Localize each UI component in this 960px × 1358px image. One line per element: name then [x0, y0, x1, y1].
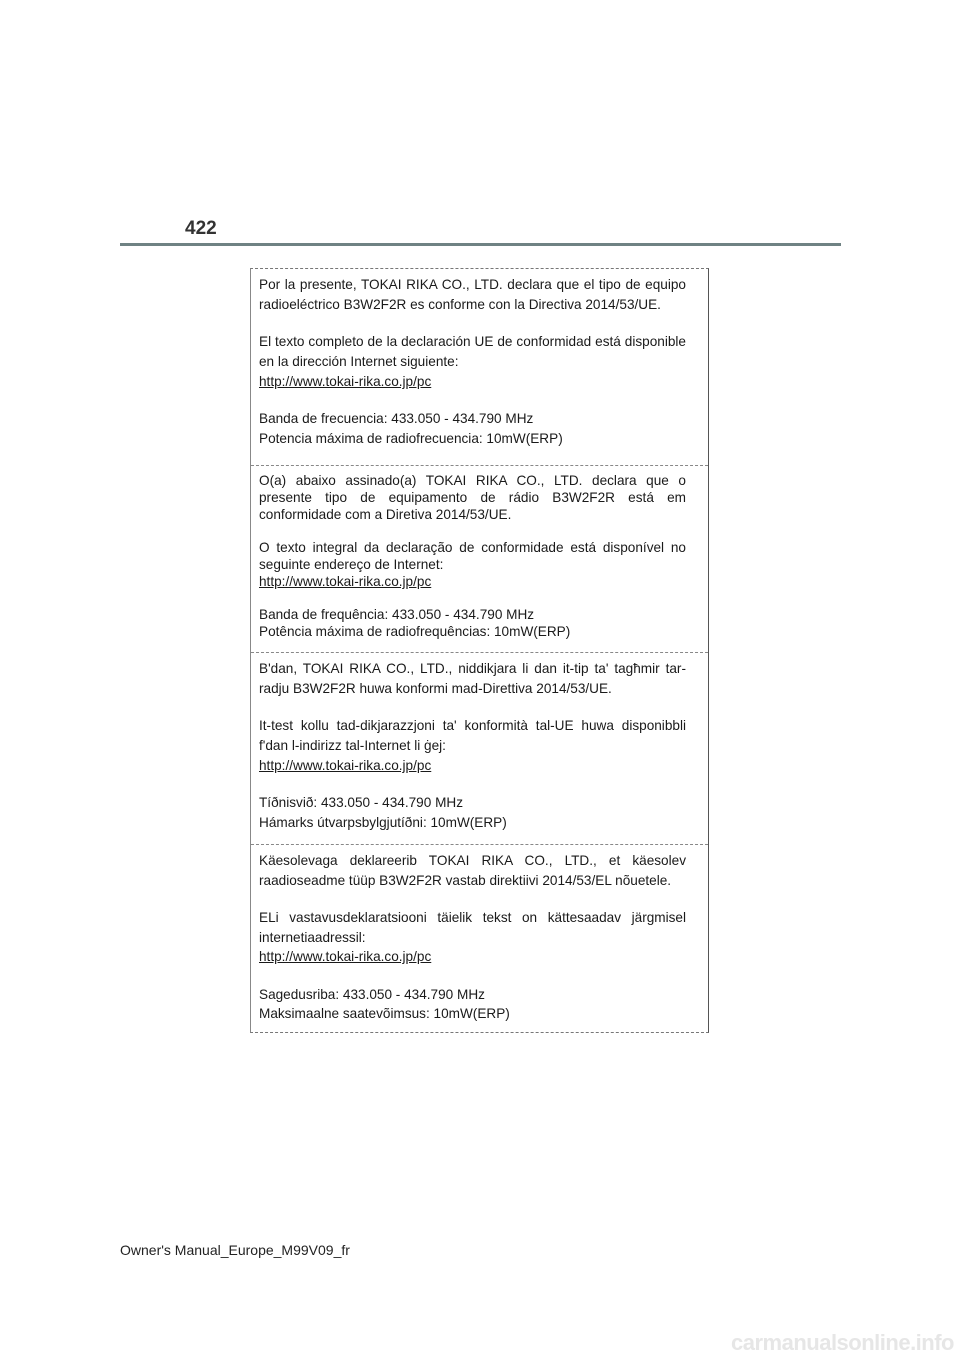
max-power: Hámarks útvarpsbylgjutíðni: 10mW(ERP) [259, 815, 507, 830]
full-text-intro: ELi vastavusdeklaratsiooni täielik tekst on kättesaadav järgmisel internetiaadressil: [259, 910, 686, 945]
header-rule [120, 243, 841, 246]
full-text-info [259, 716, 686, 776]
frequency-band: Banda de frequência: 433.050 - 434.790 MHz [259, 607, 535, 622]
declaration-text: Käesolevaga deklareerib TOKAI RIKA CO., LTD., et käesolev raadioseadme tüüp B3W2F2R vastab direktiivi 2014/53/EL nõuetele. [259, 853, 686, 888]
declaration-estonian [251, 844, 708, 1032]
full-text-intro: O texto integral da declaração de conformidade está disponível no seguinte endereço de Internet: [259, 540, 686, 572]
declaration-url-link[interactable]: http://www.tokai-rika.co.jp/pc [259, 374, 432, 389]
declarations-box [250, 268, 709, 1033]
declaration-url-link[interactable]: http://www.tokai-rika.co.jp/pc [259, 574, 432, 589]
specs [259, 985, 686, 1024]
declaration-text: O(a) abaixo assinado(a) TOKAI RIKA CO., LTD. declara que o presente tipo de equipamento de rádio B3W2F2R está em conformidade com a Diretiva 2014/53/UE. [259, 473, 686, 522]
declaration-url-link[interactable]: http://www.tokai-rika.co.jp/pc [259, 758, 432, 773]
full-text-info [259, 908, 686, 967]
watermark: carmanualsonline.info [731, 1330, 954, 1355]
page-number: 422 [185, 218, 217, 239]
max-power: Potência máxima de radiofrequências: 10mW(ERP) [259, 624, 571, 639]
specs [259, 409, 686, 449]
declaration-spanish [251, 269, 708, 465]
declaration-maltese [251, 652, 708, 844]
declaration-url-link[interactable]: http://www.tokai-rika.co.jp/pc [259, 949, 432, 964]
declaration-text: Por la presente, TOKAI RIKA CO., LTD. declara que el tipo de equipo radioeléctrico B3W2F2R es conforme con la Directiva 2014/53/UE. [259, 277, 686, 312]
specs [259, 606, 686, 640]
declaration-text: B'dan, TOKAI RIKA CO., LTD., niddikjara li dan it-tip ta' tagħmir tar-radju B3W2F2R huwa konformi mad-Direttiva 2014/53/UE. [259, 661, 686, 696]
full-text-info [259, 539, 686, 590]
max-power: Potencia máxima de radiofrecuencia: 10mW(ERP) [259, 431, 563, 446]
full-text-info [259, 332, 686, 392]
footer-manual-id: Owner's Manual_Europe_M99V09_fr [120, 1242, 350, 1258]
frequency-band: Tíðnisvið: 433.050 - 434.790 MHz [259, 795, 464, 810]
max-power: Maksimaalne saatevõimsus: 10mW(ERP) [259, 1006, 510, 1021]
full-text-intro: El texto completo de la declaración UE de conformidad está disponible en la dirección Internet siguiente: [259, 334, 686, 369]
specs [259, 793, 686, 833]
declaration-portuguese [251, 465, 708, 652]
full-text-intro: It-test kollu tad-dikjarazzjoni ta' konformità tal-UE huwa disponibbli f'dan l-indirizz tal-Internet li ġej: [259, 718, 686, 753]
frequency-band: Banda de frecuencia: 433.050 - 434.790 MHz [259, 411, 534, 426]
frequency-band: Sagedusriba: 433.050 - 434.790 MHz [259, 986, 485, 1002]
